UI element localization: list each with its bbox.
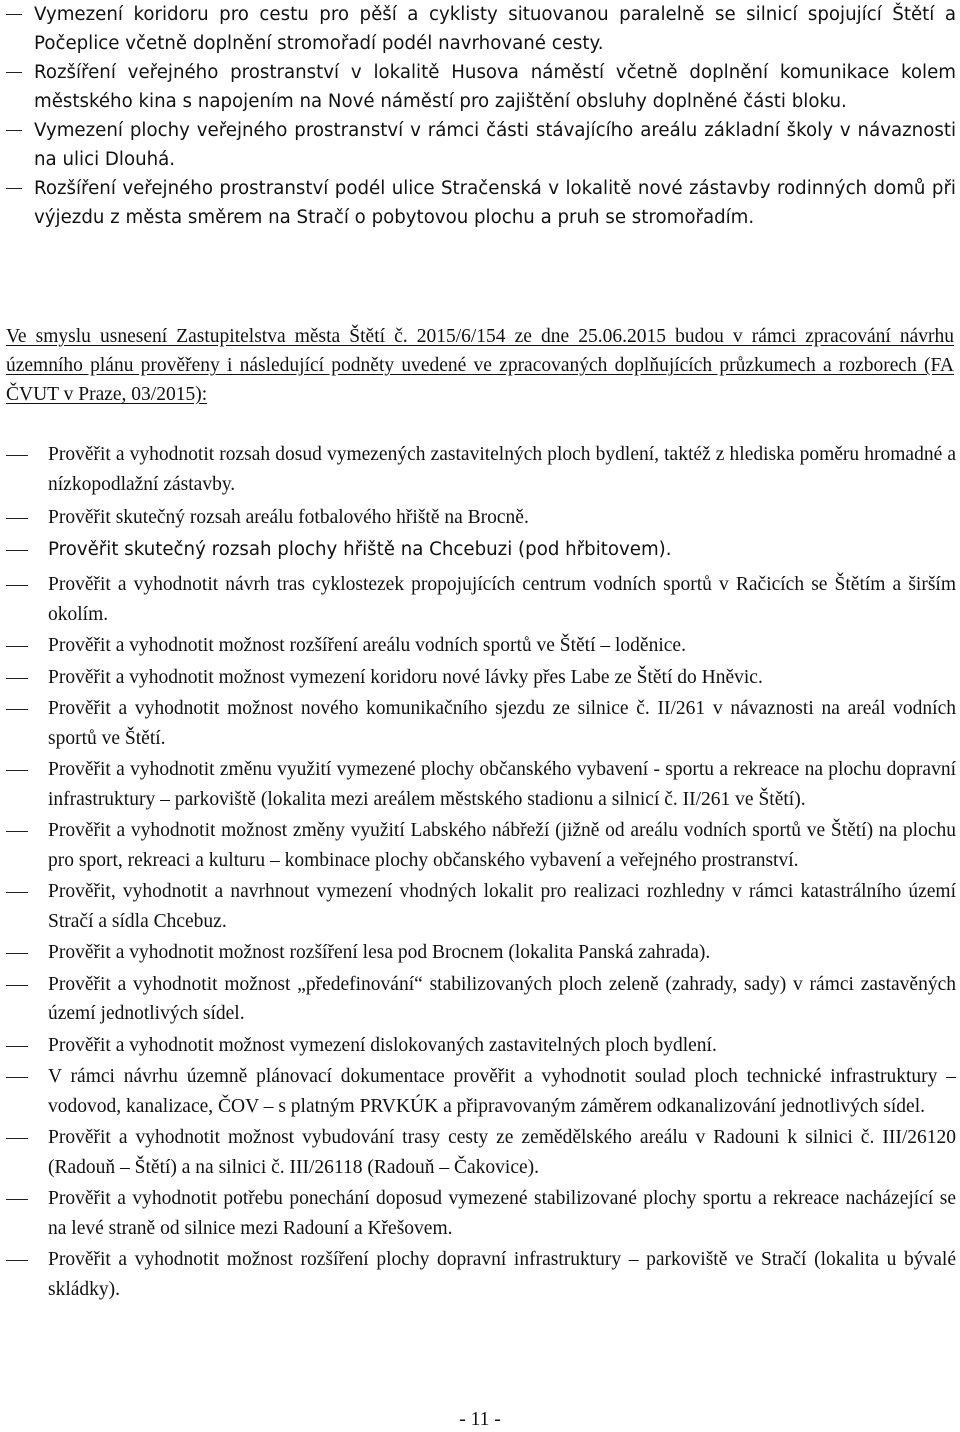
list-item: Prověřit a vyhodnotit návrh tras cyklostezek propojujících centrum vodních sportů v Račicích se Štětím a širším okolím. bbox=[0, 570, 960, 629]
list-item: Prověřit a vyhodnotit možnost vybudování trasy cesty ze zemědělského areálu v Radouni k silnici č. III/26120 (Radouň – Štětí) a na silnici č. III/26118 (Radouň – Čakovice). bbox=[0, 1123, 960, 1182]
list-item: Prověřit a vyhodnotit možnost změny využití Labského nábřeží (jižně od areálu vodních sportů ve Štětí) na plochu pro sport, rekreaci a kulturu – kombinace plochy občanského vybavení a veřejného prostranství. bbox=[0, 816, 960, 875]
dash-bullet-icon bbox=[6, 892, 28, 893]
dash-bullet-icon bbox=[6, 188, 22, 189]
list-item: Vymezení koridoru pro cestu pro pěší a cyklisty situovanou paralelně se silnicí spojující Štětí a Počeplice včetně doplnění stromořadí podél navrhované cesty. bbox=[0, 0, 960, 58]
dash-bullet-icon bbox=[6, 72, 22, 73]
list-item: Prověřit a vyhodnotit možnost rozšíření areálu vodních sportů ve Štětí – loděnice. bbox=[0, 631, 960, 661]
list-item: Prověřit a vyhodnotit možnost vymezení koridoru nové lávky přes Labe ze Štětí do Hněvic. bbox=[0, 663, 960, 693]
list-item: Prověřit skutečný rozsah areálu fotbalového hřiště na Brocně. bbox=[0, 503, 960, 533]
list-item: Rozšíření veřejného prostranství v lokalitě Husova náměstí včetně doplnění komunikace kolem městského kina s napojením na Nové náměstí pro zajištění obsluhy doplněné části bloku. bbox=[0, 58, 960, 116]
dash-bullet-icon bbox=[6, 1077, 28, 1078]
list-item: Vymezení plochy veřejného prostranství v rámci části stávajícího areálu základní školy v návaznosti na ulici Dlouhá. bbox=[0, 116, 960, 174]
proposal-list bbox=[0, 0, 960, 232]
dash-bullet-icon bbox=[6, 1138, 28, 1139]
list-item: Prověřit a vyhodnotit možnost rozšíření lesa pod Brocnem (lokalita Panská zahrada). bbox=[0, 938, 960, 968]
dash-bullet-icon bbox=[6, 550, 28, 551]
list-item: Prověřit, vyhodnotit a navrhnout vymezení vhodných lokalit pro realizaci rozhledny v rámci katastrálního území Stračí a sídla Chcebuz. bbox=[0, 877, 960, 936]
dash-bullet-icon bbox=[6, 953, 28, 954]
resolution-paragraph: Ve smyslu usnesení Zastupitelstva města Štětí č. 2015/6/154 ze dne 25.06.2015 budou v rámci zpracování návrhu územního plánu prověřeny i následující podněty uvedené ve zpracovaných doplňujících průzkumech a rozborech (FA ČVUT v Praze, 03/2015): bbox=[6, 326, 954, 405]
list-item: Prověřit a vyhodnotit možnost vymezení dislokovaných zastavitelných ploch bydlení. bbox=[0, 1031, 960, 1061]
list-item: Prověřit skutečný rozsah plochy hřiště na Chcebuzi (pod hřbitovem). bbox=[0, 535, 960, 565]
dash-bullet-icon bbox=[6, 130, 22, 131]
dash-bullet-icon bbox=[6, 1260, 28, 1261]
dash-bullet-icon bbox=[6, 678, 28, 679]
dash-bullet-icon bbox=[6, 770, 28, 771]
dash-bullet-icon bbox=[6, 709, 28, 710]
list-item: Prověřit a vyhodnotit možnost nového komunikačního sjezdu ze silnice č. II/261 v návaznosti na areál vodních sportů ve Štětí. bbox=[0, 694, 960, 753]
dash-bullet-icon bbox=[6, 646, 28, 647]
dash-bullet-icon bbox=[6, 455, 28, 456]
list-item: Prověřit a vyhodnotit rozsah dosud vymezených zastavitelných ploch bydlení, taktéž z hlediska poměru hromadné a nízkopodlažní zástavby. bbox=[0, 440, 960, 499]
list-item: Prověřit a vyhodnotit potřebu ponechání doposud vymezené stabilizované plochy sportu a rekreace nacházející se na levé straně od silnice mezi Radouní a Křešovem. bbox=[0, 1184, 960, 1243]
review-list bbox=[0, 440, 960, 1304]
dash-bullet-icon bbox=[6, 985, 28, 986]
dash-bullet-icon bbox=[6, 831, 28, 832]
page-number: - 11 - bbox=[459, 1409, 501, 1430]
list-item: Prověřit a vyhodnotit možnost rozšíření plochy dopravní infrastruktury – parkoviště ve Stračí (lokalita u bývalé skládky). bbox=[0, 1245, 960, 1304]
dash-bullet-icon bbox=[6, 1199, 28, 1200]
list-item: Prověřit a vyhodnotit možnost „předefinování“ stabilizovaných ploch zeleně (zahrady, sady) v rámci zastavěných území jednotlivých sídel. bbox=[0, 970, 960, 1029]
dash-bullet-icon bbox=[6, 14, 22, 15]
list-item: V rámci návrhu územně plánovací dokumentace prověřit a vyhodnotit soulad ploch technické infrastruktury – vodovod, kanalizace, ČOV – s platným PRVKÚK a připravovaným záměrem odkanalizování jednotlivých sídel. bbox=[0, 1062, 960, 1121]
list-item: Prověřit a vyhodnotit změnu využití vymezené plochy občanského vybavení - sportu a rekreace na plochu dopravní infrastruktury – parkoviště (lokalita mezi areálem městského stadionu a silnicí č. II/261 ve Štětí). bbox=[0, 755, 960, 814]
list-item: Rozšíření veřejného prostranství podél ulice Stračenská v lokalitě nové zástavby rodinných domů při výjezdu z města směrem na Stračí o pobytovou plochu a pruh se stromořadím. bbox=[0, 174, 960, 232]
dash-bullet-icon bbox=[6, 585, 28, 586]
dash-bullet-icon bbox=[6, 1046, 28, 1047]
dash-bullet-icon bbox=[6, 518, 28, 519]
